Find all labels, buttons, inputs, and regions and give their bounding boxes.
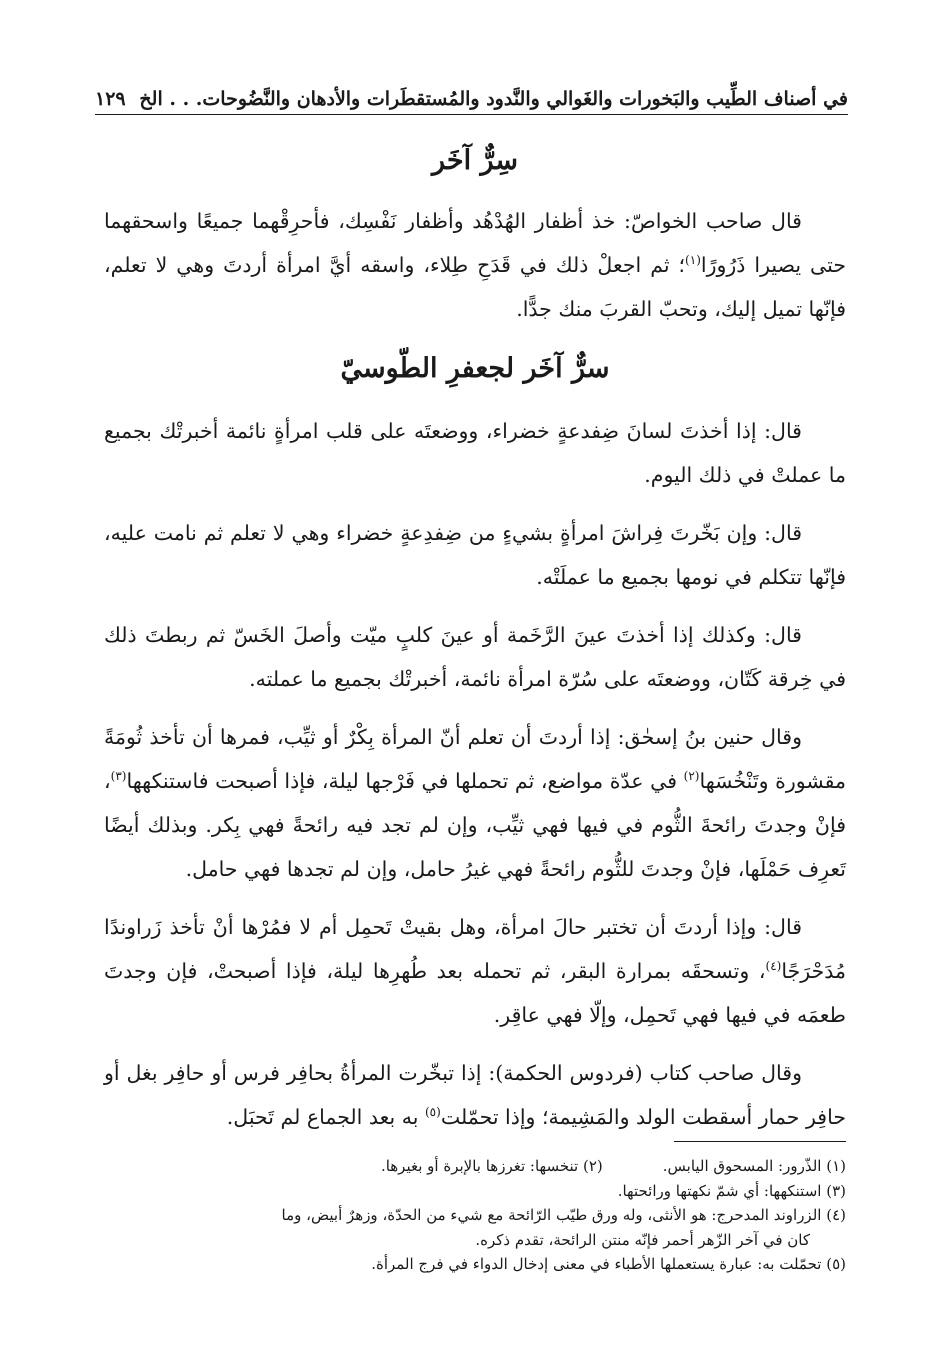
paragraph-6 (104, 905, 846, 1037)
footnote-ref-4[interactable]: (٤) (765, 959, 782, 974)
footnote-ref-3[interactable]: (٣) (110, 769, 127, 784)
footnote-3: (٣) استنكهها: أي شمّ نكهتها ورائحتها. (617, 1181, 846, 1200)
section-heading-2: سرٌّ آخَر لجعفرِ الطّوسيّ (340, 353, 610, 384)
paragraph-7 (104, 1051, 846, 1139)
page-number: ١٢٩ (95, 88, 126, 110)
footnote-ref-2[interactable]: (٢) (683, 769, 700, 784)
running-header (95, 74, 848, 115)
footnote-divider (674, 1141, 846, 1142)
section-heading-1: سِرٌّ آخَر (431, 145, 518, 176)
paragraph-text: قال: إذا أخذتَ لسانَ ضِفدعةٍ خضراء، ووضعتَه على قلب امرأةٍ نائمة أخبرتْك بجميع ما عملتْ في ذلك اليوم. (104, 419, 846, 487)
paragraph-text: في عدّة مواضع، ثم تحملها في فَرْجها ليلة، فإذا أصبحت فاستنكهها (126, 769, 684, 793)
footnote-ref-5[interactable]: (٥) (424, 1105, 441, 1120)
paragraph-text: ؛ ثم اجعلْ ذلك في قَدَحِ طِلاء، واسقه أيَّ امرأة أردتَ وهي لا تعلم، فإنّها تميل إليك، وتحبّ القربَ منك جدًّا. (104, 253, 846, 321)
footnote-2: (٢) تنخسها: تغرزها بالإبرة أو بغيرها. (380, 1157, 603, 1175)
paragraph-text: قال: وإن بَخّرتَ فِراشَ امرأةٍ بشيءٍ من ضِفدِعةٍ خضراء وهي لا تعلم ثم نامت عليه، فإنّها تتكلم في نومها بجميع ما عملَتْه. (104, 521, 846, 589)
footnote-row (96, 1154, 846, 1179)
paragraph-text: ، وتسحقَه بمرارة البقر، ثم تحمله بعد طُهرِها ليلة، فإذا أصبحتْ، فإن وجدتَ طعمَه في فيها فهي تَحمِل، وإلّا فهي عاقِر. (104, 959, 846, 1027)
running-title: في أصناف الطِّيب والبَخورات والغَوالي والنَّدود والمُستقطَرات والأدهان والنَّضُوحات. . . الخ (139, 88, 848, 110)
footnote-5: (٥) تحمّلت به: عبارة يستعملها الأطباء في معنى إدخال الدواء في فرج المرأة. (371, 1255, 846, 1273)
footnote-4-continued: كان في آخر الزّهر أحمر فإنّه منتن الرائحة، تقدم ذكره. (475, 1230, 810, 1249)
footnote-4: (٤) الزراوند المدحرج: هو الأنثى، وله ورق طيّب الرّائحة مع شيء من الحدّة، وزهرٌ أبيض، وما (281, 1206, 846, 1224)
paragraph-5 (104, 715, 846, 891)
paragraph-1 (104, 199, 846, 331)
paragraph-2 (104, 409, 846, 497)
paragraph-text: وقال صاحب كتاب (فردوس الحكمة): إذا تبخّرت المرأةُ بحافِر فرس أو حافِر بغل أو حافِر حمار أسقطت الولد والمَشِيمة؛ وإذا تحمّلت (104, 1061, 846, 1129)
paragraph-text: وقال حنين بنُ إسحٰق: إذا أردتَ أن تعلم أنّ المرأة بِكْرٌ أو ثيِّب، فمرها أن تأخذ ثُومَةً مقشورة وتَنْخُسَها (104, 725, 846, 793)
paragraph-text: قال: وإذا أردتَ أن تختبر حالَ امرأة، وهل بقيتْ تَحمِل أم لا فمُرْها أنْ تأخذ زَراوندًا مُدَحْرَجًا (104, 915, 846, 983)
paragraph-text: قال صاحب الخواصّ: خذ أظفار الهُدْهُد وأظفار نَفْسِك، فأحرِقْهما جميعًا واسحقهما حتى يصيرا ذَرُورًا (104, 209, 846, 277)
paragraph-4 (104, 613, 846, 701)
footnotes (96, 1154, 846, 1277)
footnote-ref-1[interactable]: (١) (685, 253, 701, 268)
paragraph-text: به بعد الجماع لم تَحبَل. (226, 1105, 425, 1129)
paragraph-text: قال: وكذلك إذا أخذتَ عينَ الرَّخَمة أو عينَ كلبٍ ميّت وأصلَ الخَسّ ثم ربطتَ ذلك في خِرقة كَتّان، ووضعتَه على سُرّة امرأة نائمة، أخبرتْك بجميع ما عملته. (104, 623, 846, 691)
paragraph-text: ، فإنْ وجدتَ رائحةَ الثُّوم في فيها فهي ثيِّب، وإن لم تجد فيه رائحةً فهي بِكر. وبذلك أيضًا تَعرِف حَمْلَها، فإنْ وجدتَ للثُّوم رائحةً فهي غيرُ حامل، وإن لم تجدها فهي حامل. (104, 769, 846, 881)
main-text (104, 135, 846, 1153)
footnote-1: (١) الذّرور: المسحوق اليابس. (662, 1157, 846, 1175)
paragraph-3 (104, 511, 846, 599)
